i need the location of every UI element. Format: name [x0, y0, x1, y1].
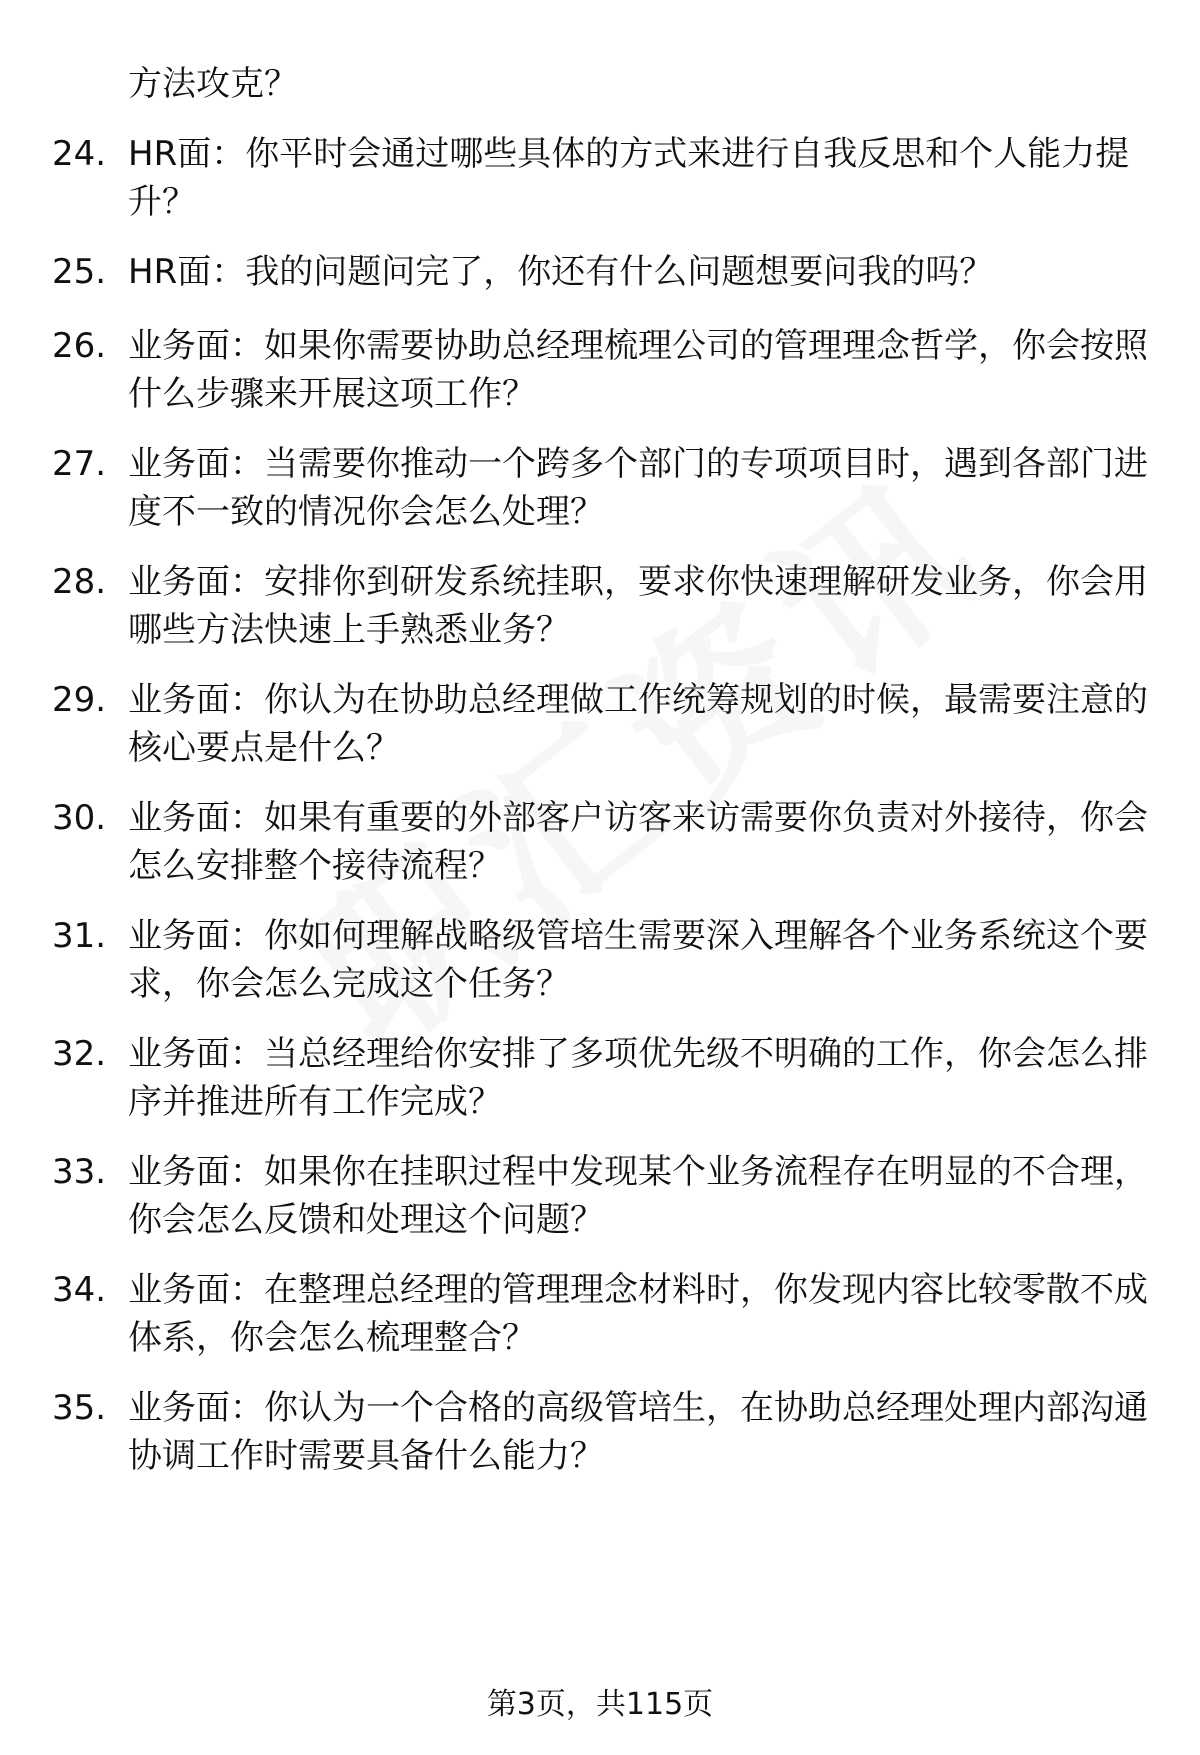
- continued-question-text: 方法攻克？: [128, 64, 298, 104]
- question-text: 业务面：当需要你推动一个跨多个部门的专项项目时，遇到各部门进度不一致的情况你会怎么处理？: [128, 444, 1148, 532]
- question-text: 业务面：如果你需要协助总经理梳理公司的管理理念哲学，你会按照什么步骤来开展这项工作？: [128, 326, 1148, 414]
- question-text: HR面：我的问题问完了，你还有什么问题想要问我的吗？: [128, 252, 994, 292]
- question-number: 30.: [52, 798, 107, 838]
- question-number: 31.: [52, 916, 107, 956]
- question-number: 28.: [52, 562, 107, 602]
- question-text: 业务面：如果有重要的外部客户访客来访需要你负责对外接待，你会怎么安排整个接待流程？: [128, 798, 1148, 886]
- page-number: 第3页，共115页: [486, 1687, 714, 1722]
- question-number: 26.: [52, 326, 107, 366]
- question-text: 业务面：你认为一个合格的高级管培生，在协助总经理处理内部沟通协调工作时需要具备什么能力？: [128, 1388, 1148, 1476]
- question-text: 业务面：如果你在挂职过程中发现某个业务流程存在明显的不合理，你会怎么反馈和处理这个问题？: [128, 1152, 1148, 1240]
- question-text: 业务面：安排你到研发系统挂职，要求你快速理解研发业务，你会用哪些方法快速上手熟悉业务？: [128, 562, 1148, 650]
- question-text: HR面：你平时会通过哪些具体的方式来进行自我反思和个人能力提升？: [128, 134, 1130, 222]
- question-text: 业务面：在整理总经理的管理理念材料时，你发现内容比较零散不成体系，你会怎么梳理整合？: [128, 1270, 1148, 1358]
- question-text: 业务面：当总经理给你安排了多项优先级不明确的工作，你会怎么排序并推进所有工作完成？: [128, 1034, 1148, 1122]
- question-text: 业务面：你认为在协助总经理做工作统筹规划的时候，最需要注意的核心要点是什么？: [128, 680, 1148, 768]
- question-number: 32.: [52, 1034, 107, 1074]
- question-number: 29.: [52, 680, 107, 720]
- question-number: 35.: [52, 1388, 107, 1428]
- question-number: 33.: [52, 1152, 107, 1192]
- question-number: 34.: [52, 1270, 107, 1310]
- question-number: 27.: [52, 444, 107, 484]
- question-text: 业务面：你如何理解战略级管培生需要深入理解各个业务系统这个要求，你会怎么完成这个任务？: [128, 916, 1148, 1004]
- question-number: 24.: [52, 134, 107, 174]
- question-number: 25.: [52, 252, 107, 292]
